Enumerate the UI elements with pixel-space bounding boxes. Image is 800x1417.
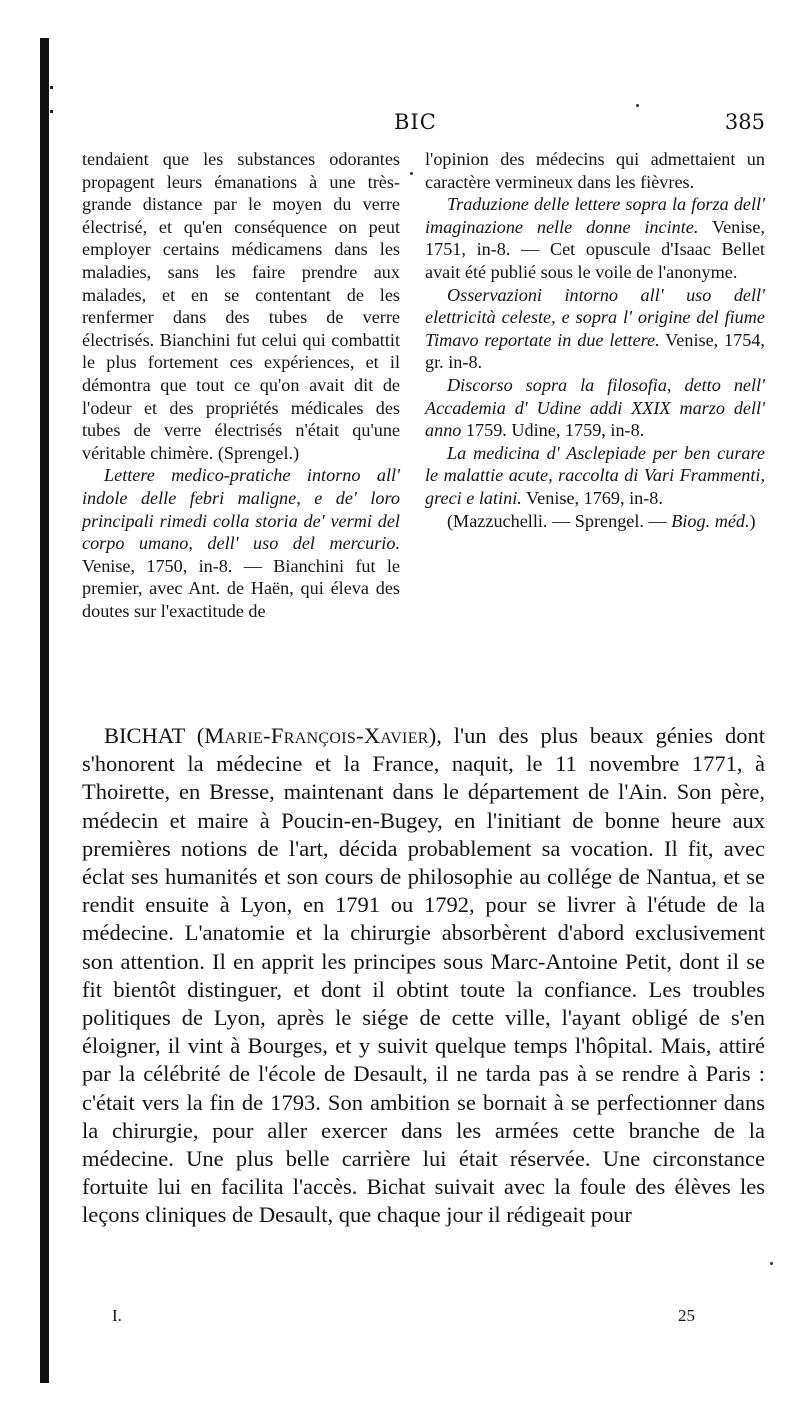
binding-edge	[40, 38, 49, 1383]
book-note: Venise, 1751, in-8. — Cet opuscule d'Isaac Bellet avait été publié sous le voile de l'anonyme.	[425, 216, 765, 282]
page-number: 385	[724, 110, 765, 134]
book-title: Osservazioni intorno all' uso dell' elettricità celeste, e sopra l' origine del fiume Timavo reportate in due lettere.	[425, 284, 765, 350]
book-title: Discorso sopra la filosofia, detto nell' Accademia d' Udine addi XXIX marzo dell' anno	[425, 374, 765, 441]
scan-mark	[50, 86, 53, 89]
right-paragraph-1: l'opinion des médecins qui admettaient un caractère vermineux dans les fièvres.	[425, 149, 765, 192]
sources-abbrev: Biog. méd.	[671, 510, 750, 531]
print-speck	[770, 1262, 773, 1265]
right-paragraph-5	[425, 442, 765, 510]
book-note: Venise, 1750, in-8. — Bianchini fut le premier, avec Ant. de Haën, qui éleva des doutes sur l'exactitude de	[82, 555, 400, 621]
article-headword: BICHAT	[104, 723, 185, 748]
main-article	[82, 722, 765, 1230]
scan-mark	[50, 110, 53, 113]
article-text: ), l'un des plus beaux génies dont s'honorent la médecine et la France, naquit, le 11 novembre 1771, à Thoirette, en Bresse, maintenant dans le département de l'Ain. Son père, médecin et maire à Poucin-en-Bugey, en l'initiant de bonne heure aux premières notions de l'art, décida probablement sa vocation. Il fit, avec éclat ses humanités et son cours de philosophie au collége de Nantua, et se rendit ensuite à Lyon, en 1791 ou 1792, pour se livrer à l'étude de la médecine. L'anatomie et la chirurgie absorbèrent d'abord exclusivement son attention. Il en apprit les principes sous Marc-Antoine Petit, dont il se fit bientôt distinguer, et dont il obtint toute la confiance. Les troubles politiques de Lyon, après le siége de cette ville, l'ayant obligé de s'en éloigner, il vint à Bourges, et y suivit quelque temps l'hôpital. Mais, attiré par la célébrité de l'école de Desault, il ne tarda pas à se rendre à Paris : c'était vers la fin de 1793. Son ambition se bornait à se perfectionner dans la chirurgie, pour aller exercer dans les armées cette branche de la médecine. Une plus belle carrière lui était réservée. Une circonstance fortuite lui en facilita l'accès. Bichat suivait avec la foule des élèves les leçons cliniques de Desault, que chaque jour il rédigeait pour	[82, 723, 765, 1228]
sheet-signature: 25	[678, 1306, 695, 1325]
page-footer	[82, 1306, 765, 1330]
print-speck	[636, 104, 639, 107]
sources-note	[425, 510, 765, 533]
sources-close: )	[749, 510, 756, 531]
right-column	[425, 148, 765, 532]
sources-text: (Mazzuchelli. — Sprengel. —	[447, 510, 672, 531]
book-title: Traduzione delle lettere sopra la forza dell' imaginazione nelle donne incinte.	[425, 194, 765, 237]
left-paragraph-2	[82, 464, 400, 622]
running-header	[82, 110, 765, 138]
print-speck	[410, 172, 413, 175]
article-forenames: Marie-François-Xavier	[204, 723, 429, 748]
book-note: 1759. Udine, 1759, in-8.	[461, 420, 645, 441]
right-paragraph-4	[425, 374, 765, 442]
book-note: Venise, 1769, in-8.	[521, 487, 663, 508]
book-title: La medicina d' Asclepiade per ben curare le malattie acute, raccolta di Vari Frammenti, greci e latini.	[425, 442, 765, 508]
running-head: BIC	[394, 110, 437, 134]
right-paragraph-3	[425, 284, 765, 374]
volume-signature: I.	[112, 1306, 122, 1325]
left-column	[82, 148, 400, 622]
article-paragraph: BICHAT (Marie-François-Xavier), l'un des plus beaux génies dont s'honorent la médecine et la France, naquit, le 11 novembre 1771, à Thoirette, en Bresse, maintenant dans le département de l'Ain. Son père, médecin et maire à Poucin-en-Bugey, en l'initiant de bonne heure aux premières notions de l'art, décida probablement sa vocation. Il fit, avec éclat ses humanités et son cours de philosophie au collége de Nantua, et se rendit ensuite à Lyon, en 1791 ou 1792, pour se livrer à l'étude de la médecine. L'anatomie et la chirurgie absorbèrent d'abord exclusivement son attention. Il en apprit les principes sous Marc-Antoine Petit, dont il se fit bientôt distinguer, et dont il obtint toute la confiance. Les troubles politiques de Lyon, après le siége de cette ville, l'ayant obligé de s'en éloigner, il vint à Bourges, et y suivit quelque temps l'hôpital. Mais, attiré par la célébrité de l'école de Desault, il ne tarda pas à se rendre à Paris : c'était vers la fin de 1793. Son ambition se bornait à se perfectionner dans la chirurgie, pour aller exercer dans les armées cette branche de la médecine. Une plus belle carrière lui était réservée. Une circonstance fortuite lui en facilita l'accès. Bichat suivait avec la foule des élèves les leçons cliniques de Desault, que chaque jour il rédigeait pour	[82, 723, 765, 1228]
right-paragraph-2	[425, 193, 765, 283]
book-title: Lettere medico-pratiche intorno all' indole delle febri maligne, e de' loro principali rimedi colla storia de' vermi del corpo umano, dell' uso del mercurio.	[82, 465, 400, 554]
book-note: Venise, 1754, gr. in-8.	[425, 329, 765, 373]
left-paragraph-1: tendaient que les substances odorantes propagent leurs émanations à une très-grande distance par le moyen du verre électrisé, et qu'en conséquence on peut employer certains médicamens dans les maladies, sans les faire prendre aux malades, et en se contentant de les renfermer dans des tubes de verre électrisés. Bianchini fut celui qui combattit le plus fortement ces expériences, et il démontra que tout ce qu'on avait dit de l'odeur et des propriétés médicales des tubes de verre électrisés n'était qu'une véritable chimère. (Sprengel.)	[82, 149, 400, 463]
